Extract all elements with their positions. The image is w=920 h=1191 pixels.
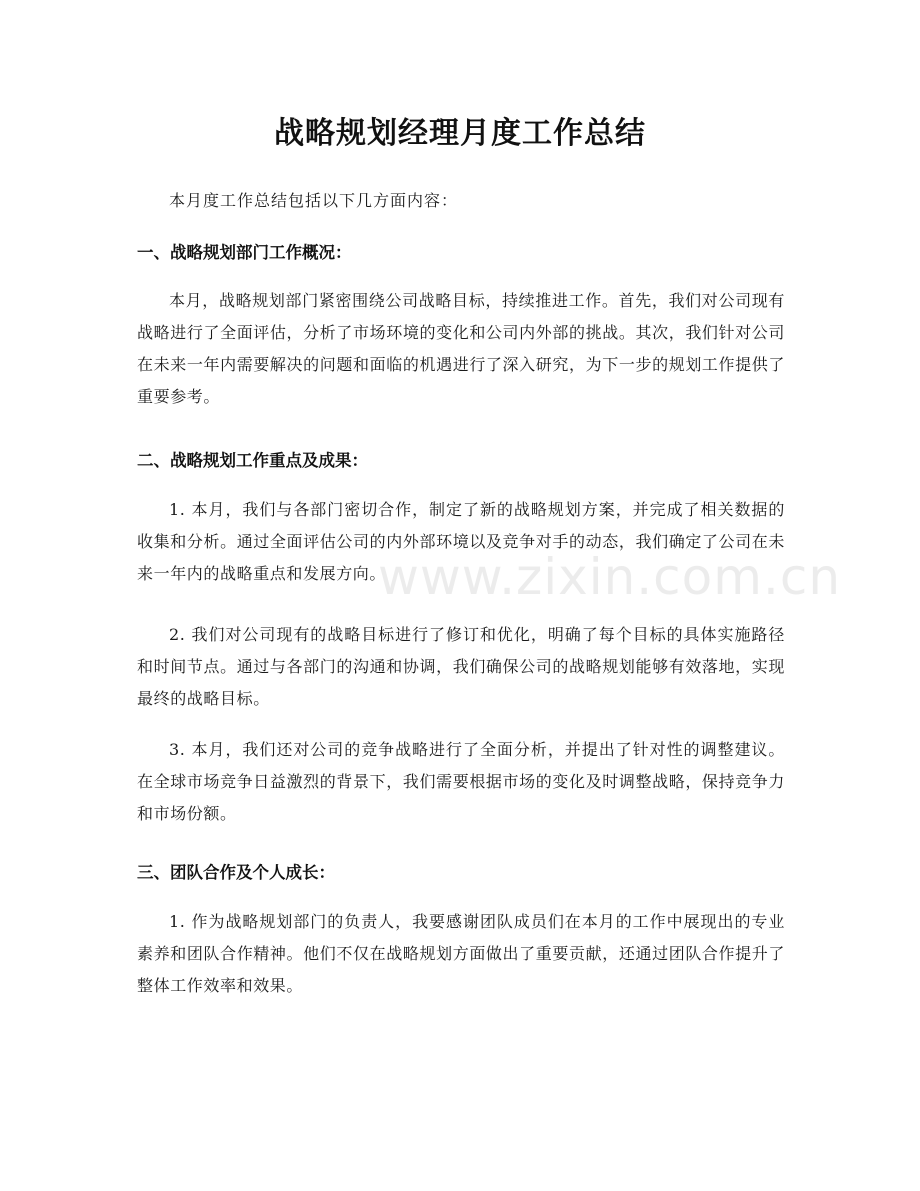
page-title: 战略规划经理月度工作总结 bbox=[274, 116, 646, 151]
section-heading-1: 一、战略规划部门工作概况： bbox=[137, 243, 352, 262]
watermark: www.zixin.com.cn bbox=[378, 548, 842, 606]
section-2-paragraph-3: 3. 本月，我们还对公司的竞争战略进行了全面分析，并提出了针对性的调整建议。在全球市场竞争日益激烈的背景下，我们需要根据市场的变化及时调整战略，保持竞争力和市场份额。 bbox=[137, 740, 785, 823]
section-2-paragraph-1: 1. 本月，我们与各部门密切合作，制定了新的战略规划方案，并完成了相关数据的收集和分析。通过全面评估公司的内外部环境以及竞争对手的动态，我们确定了公司在未来一年内的战略重点和发展方向。 bbox=[137, 500, 785, 583]
section-2-paragraph-2: 2. 我们对公司现有的战略目标进行了修订和优化，明确了每个目标的具体实施路径和时间节点。通过与各部门的沟通和协调，我们确保公司的战略规划能够有效落地，实现最终的战略目标。 bbox=[137, 625, 785, 708]
section-heading-3: 三、团队合作及个人成长： bbox=[137, 863, 335, 882]
section-heading-2: 二、战略规划工作重点及成果： bbox=[137, 451, 368, 470]
intro-text: 本月度工作总结包括以下几方面内容： bbox=[169, 191, 459, 210]
section-1-paragraph-1: 本月，战略规划部门紧密围绕公司战略目标，持续推进工作。首先，我们对公司现有战略进行了全面评估，分析了市场环境的变化和公司内外部的挑战。其次，我们针对公司在未来一年内需要解决的问题和面临的机遇进行了深入研究，为下一步的规划工作提供了重要参考。 bbox=[137, 291, 785, 406]
section-3-paragraph-1: 1. 作为战略规划部门的负责人，我要感谢团队成员们在本月的工作中展现出的专业素养和团队合作精神。他们不仅在战略规划方面做出了重要贡献，还通过团队合作提升了整体工作效率和效果。 bbox=[137, 912, 785, 995]
